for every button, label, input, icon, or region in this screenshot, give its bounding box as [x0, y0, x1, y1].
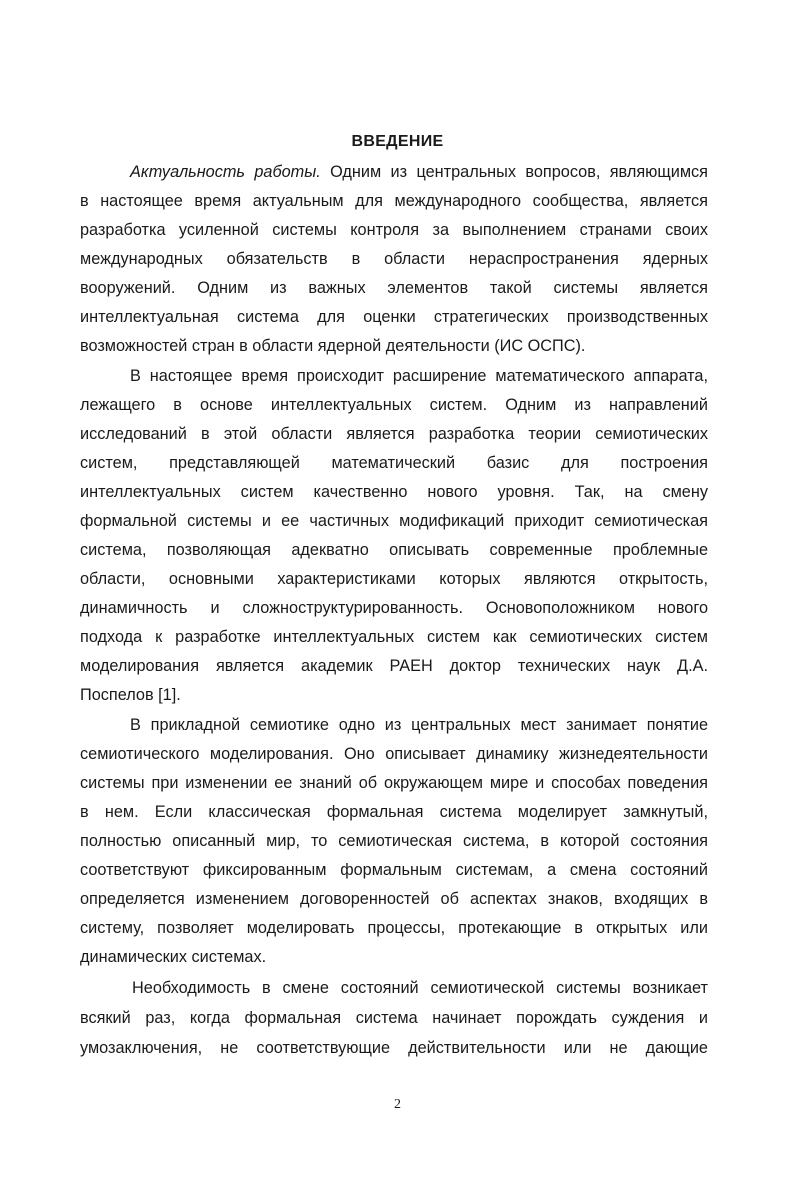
paragraph-1-line-6: интеллектуальная система для оценки стратегических производственных: [80, 308, 708, 326]
paragraph-4-line-2: всякий раз, когда формальная система начинает порождать суждения и: [80, 1009, 708, 1027]
paragraph-1-line-2: в настоящее время актуальным для международного сообщества, является: [80, 192, 708, 210]
paragraph-3-line-3: системы при изменении ее знаний об окружающем мире и способах поведения: [80, 774, 708, 792]
paragraph-1-line-3: разработка усиленной системы контроля за выполнением странами своих: [80, 221, 708, 239]
paragraph-2-line-2: лежащего в основе интеллектуальных систем. Одним из направлений: [80, 396, 708, 414]
paragraph-3-line-9: динамических системах.: [80, 948, 267, 966]
paragraph-4-line-1: Необходимость в смене состояний семиотической системы возникает: [132, 979, 708, 997]
paragraph-3-line-7: определяется изменением договоренностей об аспектах знаков, входящих в: [80, 890, 708, 908]
paragraph-3-line-8: систему, позволяет моделировать процессы, протекающие в открытых или: [80, 919, 708, 937]
paragraph-2-line-9: динамичность и сложноструктурированность. Основоположником нового: [80, 599, 708, 617]
paragraph-1-line-5: вооружений. Одним из важных элементов такой системы является: [80, 279, 708, 297]
section-heading: ВВЕДЕНИЕ: [351, 133, 444, 150]
paragraph-3-line-1: В прикладной семиотике одно из центральных мест занимает понятие: [130, 716, 708, 734]
page-number: 2: [394, 1097, 401, 1112]
paragraph-3-line-5: полностью описанный мир, то семиотическая система, в которой состояния: [80, 832, 708, 850]
paragraph-2-line-12: Поспелов [1].: [80, 686, 181, 704]
paragraph-2-line-11: моделирования является академик РАЕН доктор технических наук Д.А.: [80, 657, 708, 675]
paragraph-2-line-10: подхода к разработке интеллектуальных систем как семиотических систем: [80, 628, 708, 646]
paragraph-2-line-8: области, основными характеристиками которых являются открытость,: [80, 570, 708, 588]
paragraph-2-line-3: исследований в этой области является разработка теории семиотических: [80, 425, 708, 443]
paragraph-3-line-2: семиотического моделирования. Оно описывает динамику жизнедеятельности: [80, 745, 708, 763]
paragraph-1-line-1: Актуальность работы. Одним из центральных вопросов, являющимся: [130, 163, 708, 181]
paragraph-2-line-6: формальной системы и ее частичных модификаций приходит семиотическая: [80, 512, 708, 530]
paragraph-1-line-7: возможностей стран в области ядерной деятельности (ИС ОСПС).: [80, 337, 586, 355]
paragraph-2-line-5: интеллектуальных систем качественно нового уровня. Так, на смену: [80, 483, 708, 501]
paragraph-3-line-4: в нем. Если классическая формальная система моделирует замкнутый,: [80, 803, 708, 821]
lead-phrase: Актуальность работы.: [130, 163, 321, 181]
paragraph-3-line-6: соответствуют фиксированным формальным системам, а смена состояний: [80, 861, 708, 879]
paragraph-4-line-3: умозаключения, не соответствующие действительности или не дающие: [80, 1039, 708, 1057]
paragraph-2-line-1: В настоящее время происходит расширение математического аппарата,: [130, 367, 708, 385]
paragraph-1-line-4: международных обязательств в области нераспространения ядерных: [80, 250, 708, 268]
paragraph-2-line-4: систем, представляющей математический базис для построения: [80, 454, 708, 472]
paragraph-2-line-7: система, позволяющая адекватно описывать современные проблемные: [80, 541, 708, 559]
